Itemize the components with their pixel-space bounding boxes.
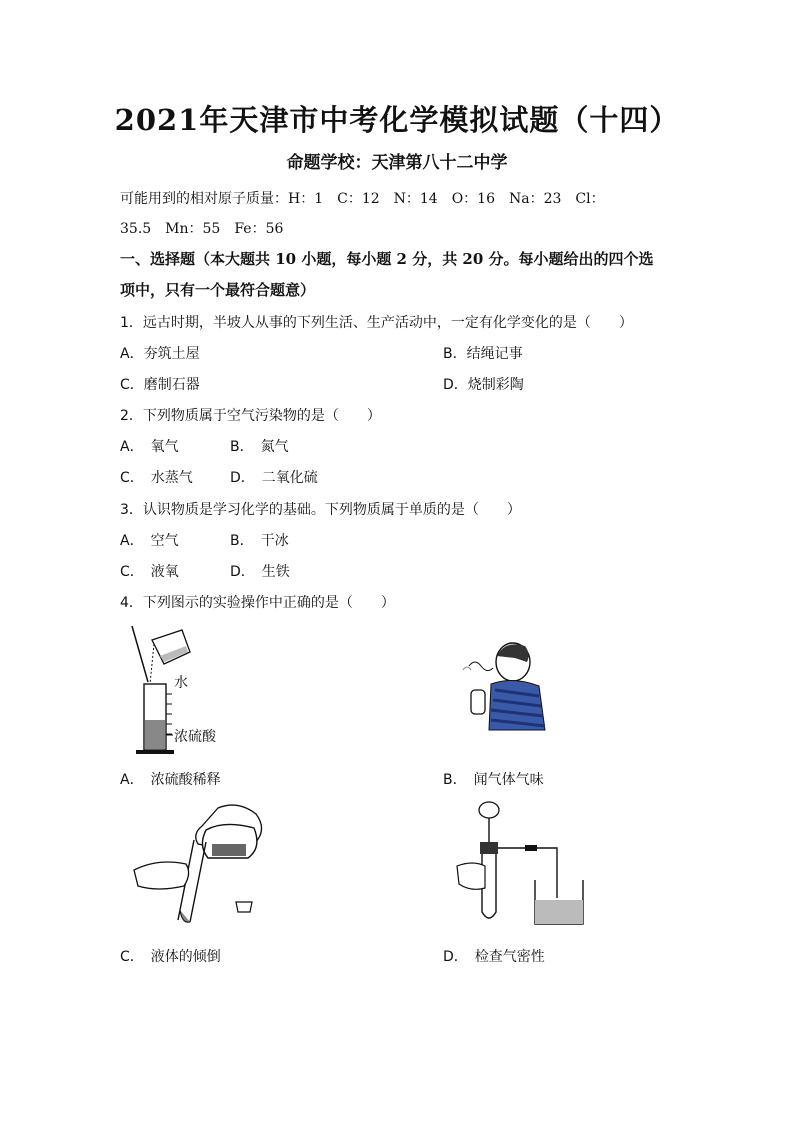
tube-liquid xyxy=(180,910,190,922)
q1-option-d: D．烧制彩陶 xyxy=(443,377,524,393)
q3-option-a: A． 空气 xyxy=(120,533,179,549)
q4-option-b: B． 闻气体气味 xyxy=(443,772,544,788)
atomic-mass-line-2: 35.5 Mn：55 Fe：56 xyxy=(120,221,284,237)
q1-option-a: A．夯筑土屋 xyxy=(120,346,200,362)
bottle-liquid xyxy=(212,844,246,856)
atomic-mass-line-1: 可能用到的相对原子质量：H：1 C：12 N：14 O：16 Na：23 Cl： xyxy=(120,191,605,207)
figure-c-pouring-liquid xyxy=(128,800,278,926)
q2-option-c: C． 水蒸气 xyxy=(120,470,193,486)
q2-option-a: A． 氧气 xyxy=(120,439,179,455)
delivery-tube xyxy=(498,848,557,898)
q4-option-a: A． 浓硫酸稀释 xyxy=(120,772,221,788)
gas-bottle xyxy=(471,690,485,714)
question-4-stem: 4．下列图示的实验操作中正确的是（ ） xyxy=(120,595,395,611)
q4-option-d: D． 检查气密性 xyxy=(443,949,545,965)
q3-option-c: C． 液氧 xyxy=(120,564,179,580)
q1-option-c: C．磨制石器 xyxy=(120,377,200,393)
section-heading-line-1: 一、选择题（本大题共 10 小题，每小题 2 分，共 20 分。每小题给出的四个选 xyxy=(120,250,654,268)
beaker-water xyxy=(535,900,583,924)
q2-option-b: B． 氮气 xyxy=(230,439,289,455)
page-subtitle: 命题学校：天津第八十二中学 xyxy=(286,153,508,173)
question-1-stem: 1．远古时期，半坡人从事的下列生活、生产活动中，一定有化学变化的是（ ） xyxy=(120,315,633,331)
label-water: 水 xyxy=(174,675,188,691)
q3-option-b: B． 干冰 xyxy=(230,533,289,549)
bottle-stopper xyxy=(236,902,252,912)
holding-hand xyxy=(457,863,485,889)
funnel-bulb xyxy=(479,802,499,818)
poured-stream xyxy=(150,644,154,684)
q3-option-d: D． 生铁 xyxy=(230,564,290,580)
test-tube-right xyxy=(190,842,206,922)
glass-rod xyxy=(132,626,148,682)
rubber-stopper xyxy=(480,842,498,854)
lower-hand xyxy=(134,862,189,889)
waving-hand xyxy=(469,662,493,671)
question-2-stem: 2．下列物质属于空气污染物的是（ ） xyxy=(120,408,381,424)
graduated-cylinder xyxy=(136,684,174,754)
figure-b-smelling-gas xyxy=(455,640,550,732)
question-3-stem: 3．认识物质是学习化学的基础。下列物质属于单质的是（ ） xyxy=(120,502,521,518)
tube-connector xyxy=(525,845,537,851)
figure-d-airtightness xyxy=(455,800,590,928)
q2-option-d: D． 二氧化硫 xyxy=(230,470,318,486)
section-heading-line-2: 项中，只有一个最符合题意） xyxy=(120,281,316,299)
q1-option-b: B．结绳记事 xyxy=(443,346,523,362)
page-title: 2021年天津市中考化学模拟试题（十四） xyxy=(114,103,680,137)
gas-waft xyxy=(463,667,471,670)
q4-option-c: C． 液体的倾倒 xyxy=(120,949,221,965)
label-acid: 浓硫酸 xyxy=(174,729,216,745)
pouring-beaker xyxy=(152,630,190,664)
